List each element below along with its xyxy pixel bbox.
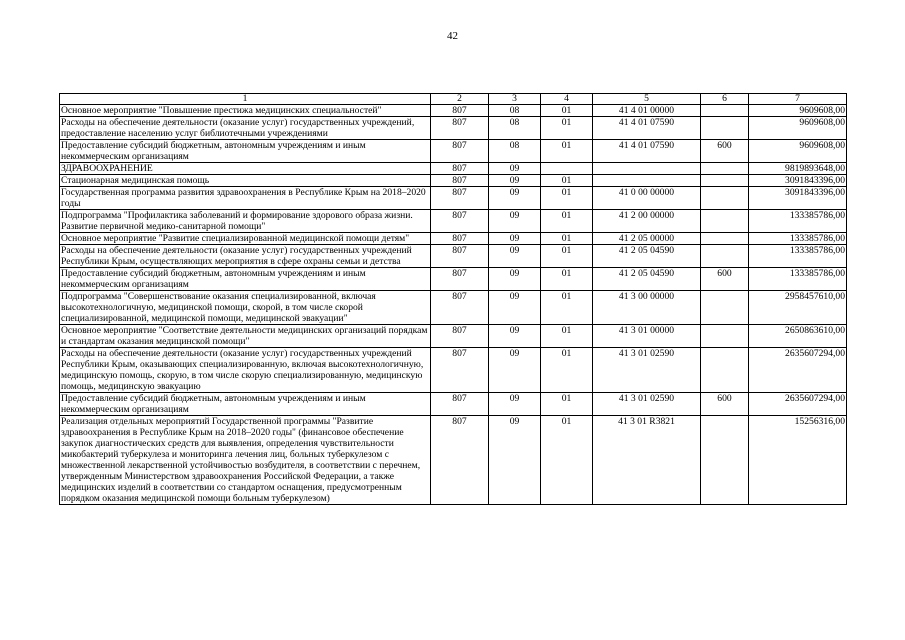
- table-row: [60, 291, 847, 325]
- row-expense-type: [701, 175, 749, 187]
- row-expense-type: 600: [701, 268, 749, 291]
- row-admin-code: 807: [431, 268, 489, 291]
- row-admin-code: 807: [431, 105, 489, 117]
- row-target-code: 41 4 01 07590: [593, 140, 701, 163]
- row-amount: 3091843396,00: [749, 175, 847, 187]
- row-name: Предоставление субсидий бюджетным, автономным учреждениям и иным некоммерческим организациям: [60, 393, 431, 416]
- row-target-code: [593, 163, 701, 175]
- table-row: [60, 105, 847, 117]
- table-row: [60, 348, 847, 393]
- row-amount: 133385786,00: [749, 233, 847, 245]
- table-row: [60, 416, 847, 505]
- row-expense-type: [701, 291, 749, 325]
- row-admin-code: 807: [431, 233, 489, 245]
- row-amount: 9609608,00: [749, 117, 847, 140]
- row-target-code: 41 4 01 00000: [593, 105, 701, 117]
- row-amount: 9609608,00: [749, 140, 847, 163]
- row-amount: 9609608,00: [749, 105, 847, 117]
- budget-table: [59, 93, 847, 505]
- row-expense-type: [701, 245, 749, 268]
- column-header-1: 1: [60, 94, 431, 105]
- row-target-code: 41 4 01 07590: [593, 117, 701, 140]
- row-section-code: 09: [489, 175, 541, 187]
- table-header-row: [60, 94, 847, 105]
- row-name: Подпрограмма "Профилактика заболеваний и формирование здорового образа жизни. Развитие первичной медико-санитарной помощи": [60, 210, 431, 233]
- table-row: [60, 393, 847, 416]
- row-name: Подпрограмма "Совершенствование оказания специализированной, включая высокотехнологичную, медицинской помощи, скорой, в том числе скорой специализированной, медицинской помощи, медицинской эвакуации": [60, 291, 431, 325]
- column-header-4: 4: [541, 94, 593, 105]
- row-subsection-code: 01: [541, 245, 593, 268]
- row-target-code: 41 2 05 04590: [593, 245, 701, 268]
- row-target-code: 41 2 00 00000: [593, 210, 701, 233]
- row-admin-code: 807: [431, 175, 489, 187]
- row-expense-type: [701, 163, 749, 175]
- row-target-code: 41 3 01 R3821: [593, 416, 701, 505]
- table-row: [60, 268, 847, 291]
- row-name: ЗДРАВООХРАНЕНИЕ: [60, 163, 431, 175]
- table-row: [60, 163, 847, 175]
- row-subsection-code: 01: [541, 105, 593, 117]
- row-name: Расходы на обеспечение деятельности (оказание услуг) государственных учреждений Республики Крым, оказывающих специализированную, включая высокотехнологичную, медицинскую помощь, скорую, в том числе скорую специализированную, медицинскую помощь, медицинскую эвакуацию: [60, 348, 431, 393]
- table-row: [60, 233, 847, 245]
- row-amount: 133385786,00: [749, 268, 847, 291]
- table-row: [60, 117, 847, 140]
- row-expense-type: [701, 233, 749, 245]
- row-amount: 133385786,00: [749, 245, 847, 268]
- row-amount: 2635607294,00: [749, 393, 847, 416]
- row-target-code: 41 3 01 00000: [593, 325, 701, 348]
- row-expense-type: [701, 105, 749, 117]
- row-expense-type: 600: [701, 393, 749, 416]
- row-admin-code: 807: [431, 291, 489, 325]
- row-section-code: 09: [489, 268, 541, 291]
- row-section-code: 09: [489, 233, 541, 245]
- row-amount: 2635607294,00: [749, 348, 847, 393]
- row-section-code: 09: [489, 187, 541, 210]
- row-name: Основное мероприятие "Повышение престижа медицинских специальностей": [60, 105, 431, 117]
- table-row: [60, 210, 847, 233]
- row-admin-code: 807: [431, 325, 489, 348]
- row-section-code: 09: [489, 291, 541, 325]
- row-name: Основное мероприятие "Развитие специализированной медицинской помощи детям": [60, 233, 431, 245]
- row-expense-type: [701, 210, 749, 233]
- row-target-code: 41 2 05 04590: [593, 268, 701, 291]
- row-subsection-code: 01: [541, 416, 593, 505]
- row-subsection-code: [541, 163, 593, 175]
- row-expense-type: 600: [701, 140, 749, 163]
- column-header-2: 2: [431, 94, 489, 105]
- row-admin-code: 807: [431, 210, 489, 233]
- row-name: Стационарная медицинская помощь: [60, 175, 431, 187]
- page-number: 42: [447, 30, 458, 42]
- row-subsection-code: 01: [541, 187, 593, 210]
- row-expense-type: [701, 187, 749, 210]
- row-name: Основное мероприятие "Соответствие деятельности медицинских организаций порядкам и стандартам оказания медицинской помощи": [60, 325, 431, 348]
- row-amount: 2650863610,00: [749, 325, 847, 348]
- row-admin-code: 807: [431, 245, 489, 268]
- table-row: [60, 140, 847, 163]
- row-amount: 15256316,00: [749, 416, 847, 505]
- row-expense-type: [701, 416, 749, 505]
- row-subsection-code: 01: [541, 210, 593, 233]
- row-admin-code: 807: [431, 117, 489, 140]
- row-expense-type: [701, 325, 749, 348]
- table-row: [60, 325, 847, 348]
- row-amount: 133385786,00: [749, 210, 847, 233]
- row-target-code: 41 0 00 00000: [593, 187, 701, 210]
- row-section-code: 09: [489, 325, 541, 348]
- table-row: [60, 245, 847, 268]
- row-admin-code: 807: [431, 163, 489, 175]
- row-expense-type: [701, 117, 749, 140]
- row-name: Расходы на обеспечение деятельности (оказание услуг) государственных учреждений Республики Крым, осуществляющих мероприятия в сфере охраны семьи и детства: [60, 245, 431, 268]
- row-amount: 9819893648,00: [749, 163, 847, 175]
- row-section-code: 08: [489, 117, 541, 140]
- row-section-code: 08: [489, 105, 541, 117]
- row-expense-type: [701, 348, 749, 393]
- row-section-code: 09: [489, 393, 541, 416]
- row-section-code: 09: [489, 245, 541, 268]
- row-name: Государственная программа развития здравоохранения в Республике Крым на 2018–2020 годы: [60, 187, 431, 210]
- table-row: [60, 187, 847, 210]
- row-target-code: 41 2 05 00000: [593, 233, 701, 245]
- row-subsection-code: 01: [541, 175, 593, 187]
- row-subsection-code: 01: [541, 291, 593, 325]
- row-subsection-code: 01: [541, 348, 593, 393]
- row-target-code: 41 3 01 02590: [593, 348, 701, 393]
- row-admin-code: 807: [431, 140, 489, 163]
- row-section-code: 09: [489, 416, 541, 505]
- row-section-code: 09: [489, 163, 541, 175]
- table-body: [60, 105, 847, 505]
- row-amount: 2958457610,00: [749, 291, 847, 325]
- row-section-code: 08: [489, 140, 541, 163]
- row-name: Предоставление субсидий бюджетным, автономным учреждениям и иным некоммерческим организациям: [60, 140, 431, 163]
- row-admin-code: 807: [431, 416, 489, 505]
- row-subsection-code: 01: [541, 325, 593, 348]
- row-subsection-code: 01: [541, 140, 593, 163]
- row-target-code: 41 3 00 00000: [593, 291, 701, 325]
- row-admin-code: 807: [431, 393, 489, 416]
- row-admin-code: 807: [431, 348, 489, 393]
- row-target-code: [593, 175, 701, 187]
- row-subsection-code: 01: [541, 393, 593, 416]
- row-admin-code: 807: [431, 187, 489, 210]
- table-row: [60, 175, 847, 187]
- row-target-code: 41 3 01 02590: [593, 393, 701, 416]
- column-header-3: 3: [489, 94, 541, 105]
- row-section-code: 09: [489, 210, 541, 233]
- row-subsection-code: 01: [541, 268, 593, 291]
- row-subsection-code: 01: [541, 117, 593, 140]
- row-subsection-code: 01: [541, 233, 593, 245]
- row-amount: 3091843396,00: [749, 187, 847, 210]
- column-header-6: 6: [701, 94, 749, 105]
- row-name: Предоставление субсидий бюджетным, автономным учреждениям и иным некоммерческим организациям: [60, 268, 431, 291]
- row-section-code: 09: [489, 348, 541, 393]
- column-header-5: 5: [593, 94, 701, 105]
- column-header-7: 7: [749, 94, 847, 105]
- row-name: Расходы на обеспечение деятельности (оказание услуг) государственных учреждений, предоставление населению услуг библиотечными учреждениями: [60, 117, 431, 140]
- row-name: Реализация отдельных мероприятий Государственной программы "Развитие здравоохранения в Республике Крым на 2018–2020 годы" (финансовое обеспечение закупок диагностических средств для выявления, определения чувствительности микобактерий туберкулеза и мониторинга лечения лиц, больных туберкулезом с множественной лекарственной устойчивостью возбудителя, в соответствии с перечнем, утвержденным Министерством здравоохранения Российской Федерации, а также медицинских изделий в соответствии со стандартом оснащения, предусмотренным порядком оказания медицинской помощи больным туберкулезом): [60, 416, 431, 505]
